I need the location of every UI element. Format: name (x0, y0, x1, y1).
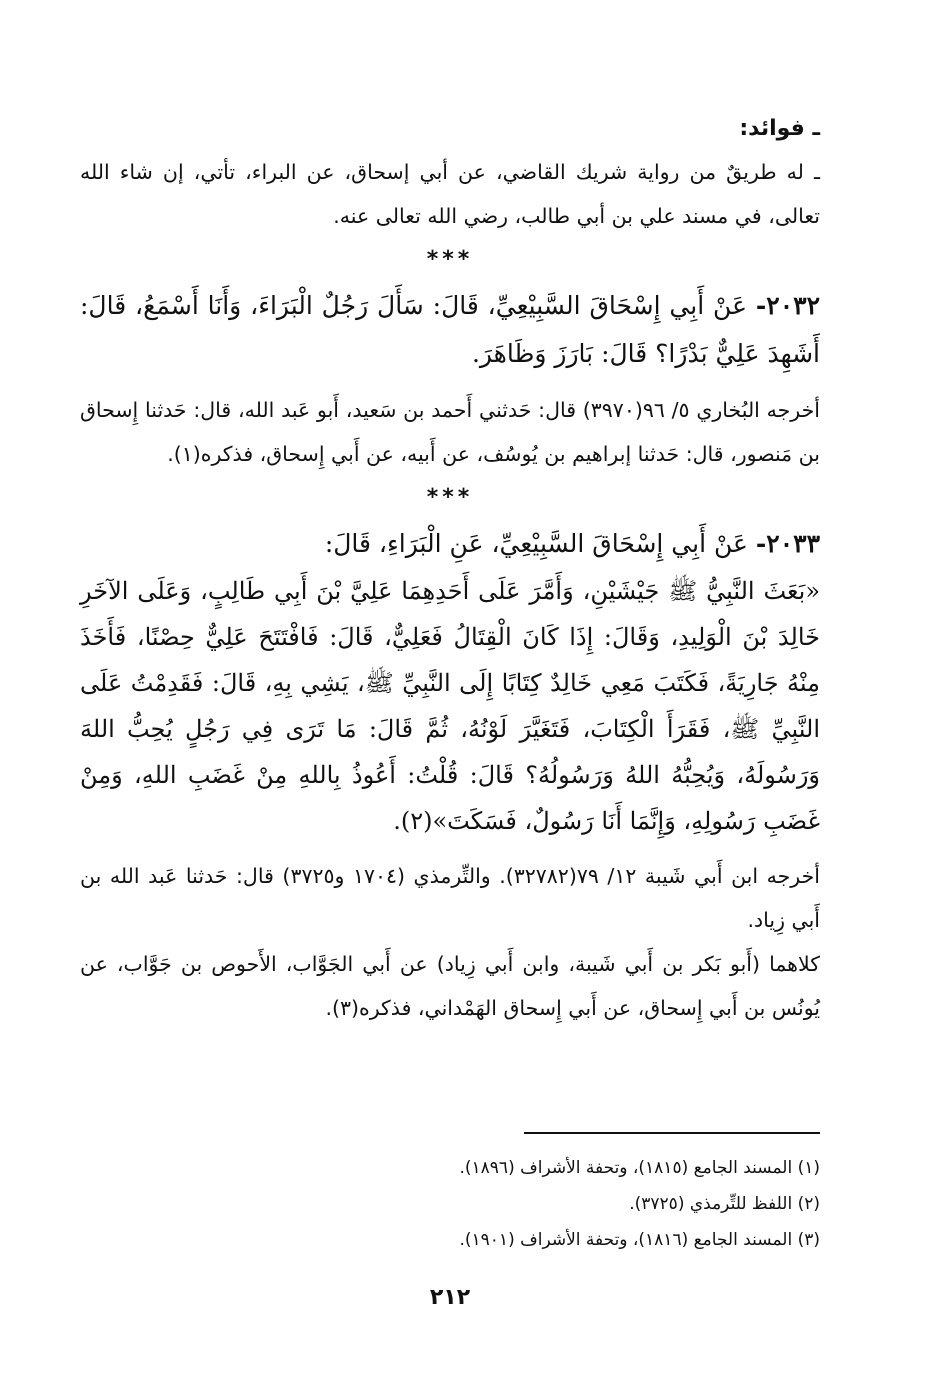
page-number: ٢١٢ (429, 1285, 471, 1310)
book-page (80, 108, 820, 1358)
hadith-2032-text (80, 282, 820, 378)
hadith-2033-takhrij-2: كلاهما (أَبو بَكر بن أَبي شَيبة، وابن أَبي زِياد) عن أَبي الجَوَّاب، الأَحوص بن جَوَّاب، عن يُونُس بن أَبي إِسحاق، عن أَبي إِسحاق الهَمْداني، فذكره(٣). (80, 952, 820, 1020)
footnotes (80, 1150, 820, 1258)
hadith-2033-number: ٢٠٣٣- (755, 529, 820, 558)
hadith-2033-intro (80, 520, 820, 568)
section-separator: *** (426, 485, 474, 510)
hadith-2032-body: عَنْ أَبِي إِسْحَاقَ السَّبِيْعِيِّ، قَالَ: سَأَلَ رَجُلٌ الْبَرَاءَ، وَأَنَا أَسْمَعُ، قَالَ: أَشَهِدَ عَلِيٌّ بَدْرًا؟ قَالَ: بَارَزَ وَظَاهَرَ. (80, 291, 820, 368)
hadith-2033-text: «بَعَثَ النَّبِيُّ ﷺ جَيْشَيْنِ، وَأَمَّرَ عَلَى أَحَدِهِمَا عَلِيَّ بْنَ أَبِي طَالِبٍ، وَعَلَى الآخَرِ خَالِدَ بْنَ الْوَلِيدِ، وَقَالَ: إِذَا كَانَ الْقِتَالُ فَعَلِيٌّ، قَالَ: فَافْتَتَحَ عَلِيٌّ حِصْنًا، فَأَخَذَ مِنْهُ جَارِيَةً، فَكَتَبَ مَعِي خَالِدٌ كِتَابًا إِلَى النَّبِيِّ ﷺ، يَشِي بِهِ، قَالَ: فَقَدِمْتُ عَلَى النَّبِيِّ ﷺ، فَقَرَأَ الْكِتَابَ، فَتَغَيَّرَ لَوْنُهُ، ثُمَّ قَالَ: مَا تَرَى فِي رَجُلٍ يُحِبُّ اللهَ وَرَسُولَهُ، وَيُحِبُّهُ اللهُ وَرَسُولُهُ؟ قَالَ: قُلْتُ: أَعُوذُ بِاللهِ مِنْ غَضَبِ اللهِ، وَمِنْ غَضَبِ رَسُولِهِ، وَإِنَّمَا أَنَا رَسُولٌ، فَسَكَتَ»(٢). (80, 577, 820, 835)
benefits-text: ـ له طريقٌ من رواية شريك القاضي، عن أبي إسحاق، عن البراء، تأتي، إن شاء الله تعالى، في مسند علي بن أبي طالب، رضي الله تعالى عنه. (80, 160, 820, 228)
hadith-2032-takhrij: أخرجه البُخاري ٥/ ٩٦(٣٩٧٠) قال: حَدثني أَحمد بن سَعيد، أَبو عَبد الله، قال: حَدثنا إِسحاق بن مَنصور، قال: حَدثنا إبراهيم بن يُوسُف، عن أَبيه، عن أَبي إِسحاق، فذكره(١). (80, 398, 820, 466)
hadith-2032-number: ٢٠٣٢- (755, 291, 820, 320)
footnote-1: (١) المسند الجامع (١٨١٥)، وتحفة الأشراف (١٨٩٦). (459, 1158, 820, 1178)
hadith-2033-intro-text: عَنْ أَبِي إِسْحَاقَ السَّبِيْعِيِّ، عَنِ الْبَرَاءِ، قَالَ: (324, 529, 748, 558)
footnote-2: (٢) اللفظ للتِّرمذي (٣٧٢٥). (629, 1194, 820, 1214)
hadith-2033-takhrij-1: أخرجه ابن أَبي شَيبة ١٢/ ٧٩(٣٢٧٨٢). والتِّرمذي (١٧٠٤ و٣٧٢٥) قال: حَدثنا عَبد الله بن أَبي زِياد. (80, 864, 820, 932)
section-separator: *** (426, 247, 474, 272)
footnote-divider (524, 1132, 820, 1134)
benefits-heading: ـ فوائد: (739, 116, 820, 141)
footnote-3: (٣) المسند الجامع (١٨١٦)، وتحفة الأشراف (١٩٠١). (459, 1230, 820, 1250)
